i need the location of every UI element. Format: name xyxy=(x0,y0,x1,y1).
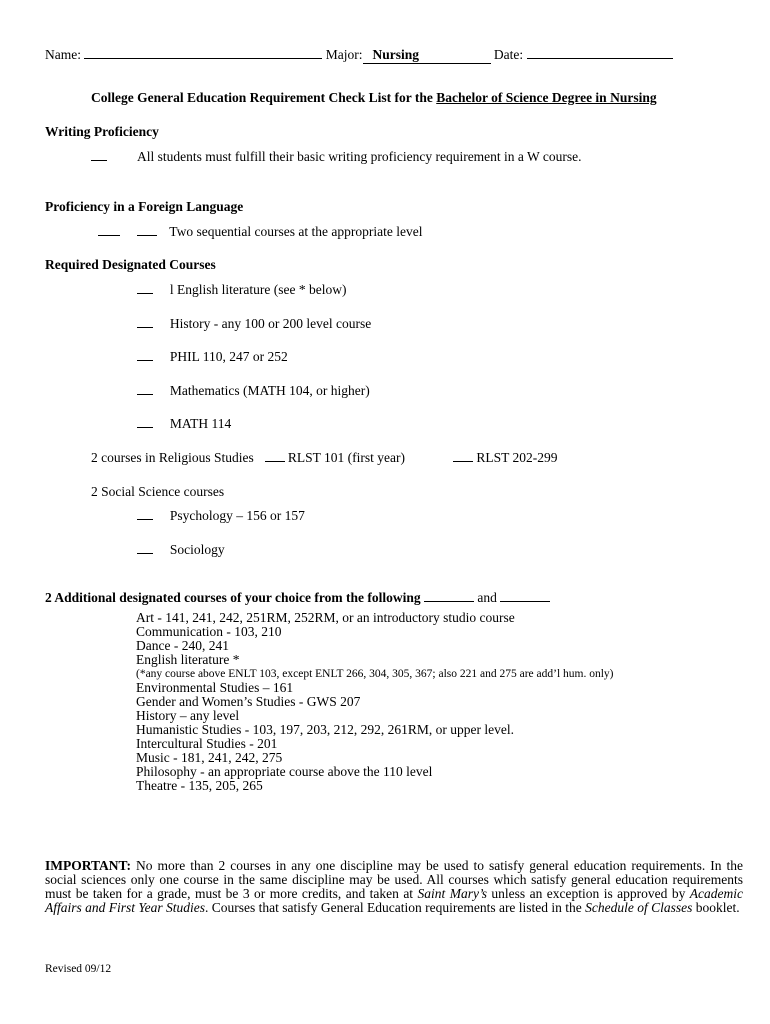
designated-checkbox-5[interactable] xyxy=(137,416,153,428)
major-field[interactable] xyxy=(363,47,491,64)
religious-row-2 xyxy=(453,450,558,466)
list-item: History – any level xyxy=(136,708,240,723)
header-line xyxy=(45,46,673,64)
social-label: 2 Social Science courses xyxy=(91,484,225,499)
religious-checkbox-1[interactable] xyxy=(265,450,285,462)
title-prefix: College General Education Requirement Check List for the xyxy=(91,90,437,105)
social-item-2: Sociology xyxy=(169,542,225,557)
list-item: Communication - 103, 210 xyxy=(136,624,282,639)
additional-heading-row xyxy=(45,589,550,606)
date-label: Date: xyxy=(493,47,524,62)
social-checkbox-1[interactable] xyxy=(137,508,153,520)
important-text-4: booklet. xyxy=(692,900,740,915)
writing-heading: Writing Proficiency xyxy=(45,124,159,139)
list-item: Humanistic Studies - 103, 197, 203, 212, 292, 261RM, or upper level. xyxy=(136,722,514,737)
religious-row xyxy=(91,450,405,466)
designated-row-5 xyxy=(137,416,231,432)
designated-item-2: History - any 100 or 200 level course xyxy=(169,316,372,331)
list-item: Music - 181, 241, 242, 275 xyxy=(136,750,283,765)
social-checkbox-2[interactable] xyxy=(137,542,153,554)
list-item: Dance - 240, 241 xyxy=(136,638,229,653)
additional-course-list xyxy=(136,611,613,793)
designated-item-3: PHIL 110, 247 or 252 xyxy=(169,349,288,364)
social-item-1: Psychology – 156 or 157 xyxy=(169,508,305,523)
writing-checkbox[interactable] xyxy=(91,149,107,161)
writing-row xyxy=(91,149,582,165)
name-label: Name: xyxy=(45,47,81,62)
religious-label: 2 courses in Religious Studies xyxy=(91,450,254,465)
designated-row-3 xyxy=(137,349,288,365)
writing-item: All students must fulfill their basic writing proficiency requirement in a W course. xyxy=(137,149,582,164)
list-note: (*any course above ENLT 103, except ENLT 266, 304, 305, 367; also 221 and 275 are add’l hum. only) xyxy=(136,668,614,680)
additional-choice-2[interactable] xyxy=(500,589,550,602)
important-text-2: unless an exception is approved by xyxy=(486,886,690,901)
important-text-3: . Courses that satisfy General Education requirements are listed in the xyxy=(205,900,586,915)
foreign-checkbox-1[interactable] xyxy=(98,224,120,236)
designated-item-4: Mathematics (MATH 104, or higher) xyxy=(169,383,370,398)
major-label: Major: xyxy=(325,47,363,62)
social-row-1 xyxy=(137,508,305,524)
designated-checkbox-3[interactable] xyxy=(137,349,153,361)
foreign-row xyxy=(98,224,422,240)
list-item: Intercultural Studies - 201 xyxy=(136,736,278,751)
additional-heading: 2 Additional designated courses of your choice from the following xyxy=(45,590,421,605)
religious-checkbox-2[interactable] xyxy=(453,450,473,462)
important-label: IMPORTANT: xyxy=(45,858,132,873)
list-item: Gender and Women’s Studies - GWS 207 xyxy=(136,694,361,709)
designated-item-1: l English literature (see * below) xyxy=(169,282,347,297)
designated-checkbox-2[interactable] xyxy=(137,316,153,328)
designated-checkbox-4[interactable] xyxy=(137,383,153,395)
list-item: Theatre - 135, 205, 265 xyxy=(136,778,263,793)
important-italic-2: Academic Affairs and First Year Studies xyxy=(45,886,743,915)
religious-item-2: RLST 202-299 xyxy=(476,450,558,465)
date-field[interactable] xyxy=(527,46,673,59)
designated-item-5: MATH 114 xyxy=(169,416,232,431)
list-item: Philosophy - an appropriate course above the 110 level xyxy=(136,764,433,779)
designated-row-1 xyxy=(137,282,346,298)
list-item: Environmental Studies – 161 xyxy=(136,680,294,695)
designated-row-2 xyxy=(137,316,371,332)
additional-choice-1[interactable] xyxy=(424,589,474,602)
list-item: Art - 141, 241, 242, 251RM, 252RM, or an introductory studio course xyxy=(136,610,515,625)
social-row-2 xyxy=(137,542,225,558)
additional-and: and xyxy=(477,590,497,605)
list-item: English literature * xyxy=(136,652,240,667)
foreign-item: Two sequential courses at the appropriate level xyxy=(169,224,423,239)
foreign-heading: Proficiency in a Foreign Language xyxy=(45,199,244,214)
designated-checkbox-1[interactable] xyxy=(137,282,153,294)
designated-row-4 xyxy=(137,383,370,399)
important-paragraph xyxy=(45,859,743,915)
important-italic-3: Schedule of Classes xyxy=(585,900,693,915)
revised-note: Revised 09/12 xyxy=(45,963,112,975)
designated-heading: Required Designated Courses xyxy=(45,257,216,272)
important-italic-1: Saint Mary’s xyxy=(417,886,487,901)
important-text-1: No more than 2 courses in any one discipline may be used to satisfy general education requirements. In the social sciences only one course in the same discipline may be used. All courses which satisfy general education requirements must be taken for a grade, must be 3 or more credits, and taken at xyxy=(45,858,743,901)
title-degree: Bachelor of Science Degree in Nursing xyxy=(436,90,657,105)
major-value: Nursing xyxy=(372,47,420,62)
page-title xyxy=(91,90,657,106)
foreign-checkbox-2[interactable] xyxy=(137,224,157,236)
religious-item-1: RLST 101 (first year) xyxy=(287,450,405,465)
name-field[interactable] xyxy=(84,46,322,59)
